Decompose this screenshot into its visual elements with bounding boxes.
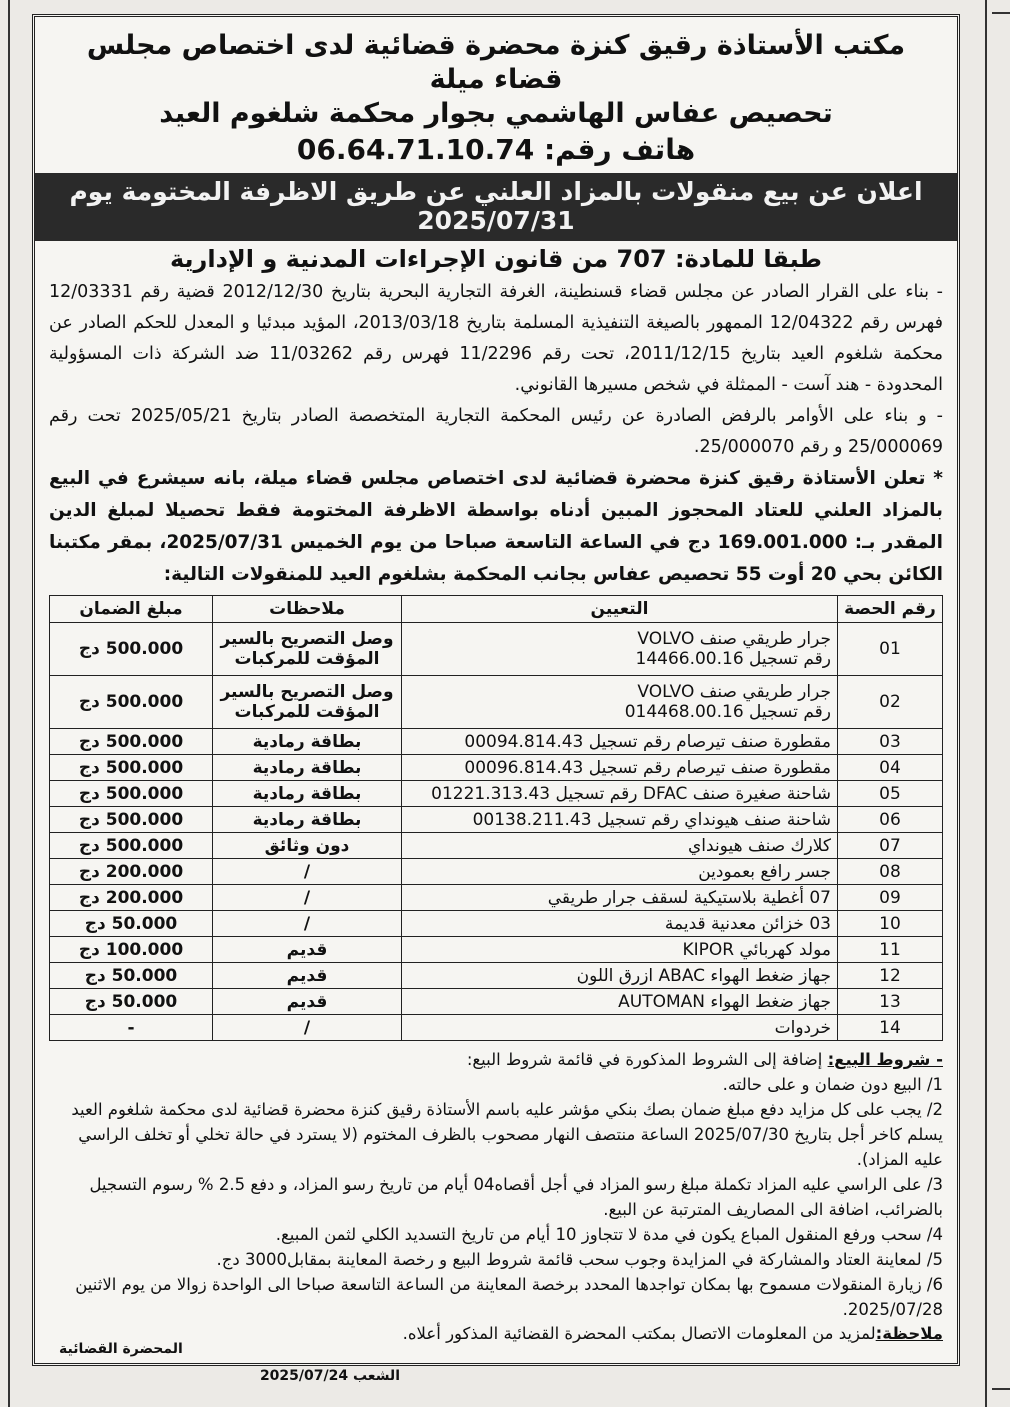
cell-notes: قديم: [213, 937, 402, 963]
cell-lot: 07: [838, 833, 943, 859]
cell-lot: 05: [838, 781, 943, 807]
cell-notes: /: [213, 1015, 402, 1041]
cell-notes: دون وثائق: [213, 833, 402, 859]
cell-notes: وصل التصريح بالسير المؤقت للمركبات: [213, 623, 402, 676]
intro-paragraph-1: - بناء على القرار الصادر عن مجلس قضاء قسنطينة، الغرفة التجارية البحرية بتاريخ 2012/12/30 قضية رقم 12/03331 فهرس رقم 12/04322 الممهور بالصيغة التنفيذية المسلمة بتاريخ 2013/03/18، المؤيد مبدئيا و المعدل للحكم الصادر عن محكمة شلغوم العيد بتاريخ 2011/12/15، تحت رقم 11/2296 فهرس رقم 11/03262 ضد الشركة ذات المسؤولية المحدودة - هند آست - الممثلة في شخص مسيرها القانوني.: [49, 282, 943, 396]
cell-notes: بطاقة رمادية: [213, 755, 402, 781]
cell-designation: [402, 833, 838, 859]
cell-designation: [402, 859, 838, 885]
signature: المحضرة القضائية: [59, 1341, 183, 1357]
cell-amount: 50.000 دج: [50, 963, 213, 989]
legal-notice: [32, 14, 960, 1366]
header-phone: [49, 132, 943, 167]
column-rule-left: [8, 0, 10, 1407]
office-header: [49, 29, 943, 167]
designation-line-1: شاحنة صنف هيونداي رقم تسجيل 00138.211.43: [472, 809, 831, 830]
table-header-row: [50, 596, 943, 623]
cell-designation: [402, 729, 838, 755]
designation-line-1: مقطورة صنف تيرصام رقم تسجيل 00096.814.43: [464, 757, 831, 778]
cell-amount: 50.000 دج: [50, 911, 213, 937]
table-row: [50, 729, 943, 755]
notice-body: [49, 277, 943, 591]
designation-line-1: مولد كهربائي KIPOR: [682, 939, 831, 960]
table-row: [50, 911, 943, 937]
cell-lot: 12: [838, 963, 943, 989]
cell-lot: 09: [838, 885, 943, 911]
cell-designation: [402, 937, 838, 963]
cell-lot: 11: [838, 937, 943, 963]
designation-line-1: 07 أغطية بلاستيكية لسقف جرار طريقي: [547, 887, 831, 908]
column-rule-bottom: [992, 1388, 1010, 1390]
table-row: [50, 676, 943, 729]
legal-basis: طبقا للمادة: 707 من قانون الإجراءات المدنية و الإدارية: [169, 245, 823, 274]
term-item: 4/ سحب ورفع المنقول المباع يكون في مدة لا تتجاوز 10 أيام من تاريخ التسديد الكلي لثمن المبيع.: [275, 1225, 943, 1245]
term-item: 1/ البيع دون ضمان و على حالته.: [722, 1075, 943, 1095]
cell-notes: /: [213, 885, 402, 911]
cell-amount: 500.000 دج: [50, 807, 213, 833]
cell-notes: بطاقة رمادية: [213, 807, 402, 833]
table-row: [50, 989, 943, 1015]
cell-lot: 06: [838, 807, 943, 833]
column-rule-top: [992, 12, 1010, 14]
newspaper-footer: [32, 1368, 960, 1390]
table-row: [50, 859, 943, 885]
table-row: [50, 807, 943, 833]
cell-notes: بطاقة رمادية: [213, 781, 402, 807]
cell-amount: 500.000 دج: [50, 781, 213, 807]
designation-line-1: كلارك صنف هيونداي: [688, 835, 831, 856]
term-item: 2/ يجب على كل مزايد دفع مبلغ ضمان بصك بنكي مؤشر عليه باسم الأستاذة رقيق كنزة محضرة قضائية لدى محكمة شلغوم العيد يسلم كاخر أجل بتاريخ 2025/07/30 الساعة منتصف النهار مصحوب بالظرف المختوم (لا يسترد في حالة تخلي أو تخلف الراسي عليه المزاد).: [71, 1100, 943, 1170]
designation-line-1: جهاز ضغط الهواء ABAC ازرق اللون: [576, 965, 831, 986]
terms-intro: إضافة إلى الشروط المذكورة في قائمة شروط البيع:: [466, 1050, 823, 1070]
terms-heading: [49, 1047, 943, 1072]
header-designation: التعيين: [402, 596, 838, 623]
lots-table-body: [50, 623, 943, 1041]
auction-banner: اعلان عن بيع منقولات بالمزاد العلني عن طريق الاظرفة المختومة يوم 2025/07/31: [35, 173, 957, 241]
cell-amount: 500.000 دج: [50, 623, 213, 676]
term-item: 3/ على الراسي عليه المزاد تكملة مبلغ رسو المزاد في أجل أقصاه04 أيام من تاريخ رسو المزاد، و دفع 2.5 % رسوم التسجيل بالضرائب، اضافة الى المصاريف المترتبة عن البيع.: [89, 1175, 943, 1220]
designation-line-1: خردوات: [774, 1017, 831, 1038]
cell-designation: [402, 963, 838, 989]
header-amount: مبلغ الضمان: [50, 596, 213, 623]
cell-lot: 08: [838, 859, 943, 885]
cell-lot: 01: [838, 623, 943, 676]
cell-designation: [402, 781, 838, 807]
phone-label: هاتف رقم:: [543, 133, 696, 167]
designation-line-1: 03 خزائن معدنية قديمة: [664, 913, 831, 934]
header-notes: ملاحظات: [213, 596, 402, 623]
term-item: 6/ زيارة المنقولات مسموح بها بمكان تواجدها المحدد برخصة المعاينة من الساعة التاسعة صباحا الى الواحدة زوالا من يوم الاثنين 2025/07/28.: [75, 1275, 943, 1320]
terms-title: - شروط البيع:: [827, 1050, 943, 1070]
cell-designation: [402, 989, 838, 1015]
cell-amount: 200.000 دج: [50, 885, 213, 911]
header-line-1: مكتب الأستاذة رقيق كنزة محضرة قضائية لدى اختصاص مجلس قضاء ميلة: [86, 30, 906, 95]
cell-lot: 13: [838, 989, 943, 1015]
cell-amount: 50.000 دج: [50, 989, 213, 1015]
cell-amount: 500.000 دج: [50, 729, 213, 755]
table-row: [50, 885, 943, 911]
cell-amount: 500.000 دج: [50, 755, 213, 781]
cell-designation: [402, 623, 838, 676]
table-row: [50, 963, 943, 989]
cell-lot: 02: [838, 676, 943, 729]
cell-notes: وصل التصريح بالسير المؤقت للمركبات: [213, 676, 402, 729]
sale-terms: [49, 1047, 943, 1322]
cell-amount: 500.000 دج: [50, 676, 213, 729]
header-line-2: تحصيص عفاس الهاشمي بجوار محكمة شلغوم العيد: [159, 97, 833, 129]
cell-notes: قديم: [213, 963, 402, 989]
table-row: [50, 623, 943, 676]
cell-notes: /: [213, 859, 402, 885]
intro-paragraph-2: - و بناء على الأوامر بالرفض الصادرة عن رئيس المحكمة التجارية المتخصصة الصادر بتاريخ 2025/05/21 تحت رقم 25/000069 و رقم 25/000070.: [49, 406, 943, 458]
designation-line-1: شاحنة صغيرة صنف DFAC رقم تسجيل 01221.313.43: [431, 783, 831, 804]
cell-lot: 10: [838, 911, 943, 937]
cell-amount: 500.000 دج: [50, 833, 213, 859]
column-rule-right: [985, 0, 987, 1407]
header-lot: رقم الحصة: [838, 596, 943, 623]
designation-line-1: جهاز ضغط الهواء AUTOMAN: [618, 991, 831, 1012]
cell-amount: 200.000 دج: [50, 859, 213, 885]
announcement-paragraph: * تعلن الأستاذة رقيق كنزة محضرة قضائية لدى اختصاص مجلس قضاء ميلة، بانه سيشرع في البيع بالمزاد العلني للعتاد المحجوز المبين أدناه بواسطة الاظرفة المختومة فقط تحصيلا لمبلغ الدين المقدر بـ: 169.001.000 دج في الساعة التاسعة صباحا من يوم الخميس 2025/07/31، بمقر مكتبنا الكائن بحي 20 أوت 55 تحصيص عفاس بجانب المحكمة بشلغوم العيد للمنقولات التالية:: [49, 468, 943, 586]
designation-line-1: جرار طريقي صنف VOLVO: [637, 682, 831, 703]
term-item: 5/ لمعاينة العتاد والمشاركة في المزايدة وجوب سحب قائمة شروط البيع و رخصة المعاينة بمقابل3000 دج.: [216, 1250, 943, 1270]
designation-line-1: مقطورة صنف تيرصام رقم تسجيل 00094.814.43: [464, 731, 831, 752]
cell-notes: /: [213, 911, 402, 937]
cell-designation: [402, 755, 838, 781]
table-row: [50, 781, 943, 807]
phone-number: 06.64.71.10.74: [296, 133, 535, 167]
designation-line-1: جرار طريقي صنف VOLVO: [637, 629, 831, 650]
cell-lot: 03: [838, 729, 943, 755]
table-row: [50, 833, 943, 859]
note-text: لمزيد من المعلومات الاتصال بمكتب المحضرة القضائية المذكور أعلاه.: [402, 1324, 876, 1344]
cell-amount: 100.000 دج: [50, 937, 213, 963]
cell-designation: [402, 676, 838, 729]
cell-lot: 14: [838, 1015, 943, 1041]
cell-designation: [402, 807, 838, 833]
cell-notes: بطاقة رمادية: [213, 729, 402, 755]
cell-designation: [402, 911, 838, 937]
note-title: ملاحظة:: [875, 1324, 943, 1344]
cell-designation: [402, 885, 838, 911]
table-row: [50, 937, 943, 963]
cell-notes: قديم: [213, 989, 402, 1015]
designation-line-2: رقم تسجيل 014468.00.16: [624, 702, 831, 723]
cell-designation: [402, 1015, 838, 1041]
designation-line-1: جسر رافع بعمودين: [698, 861, 831, 882]
designation-line-2: رقم تسجيل 14466.00.16: [635, 649, 831, 670]
cell-lot: 04: [838, 755, 943, 781]
table-row: [50, 1015, 943, 1041]
footer-date: الشعب 2025/07/24: [259, 1368, 400, 1384]
table-row: [50, 755, 943, 781]
note: [49, 1324, 943, 1343]
lots-table: [49, 595, 943, 1041]
cell-amount: -: [50, 1015, 213, 1041]
